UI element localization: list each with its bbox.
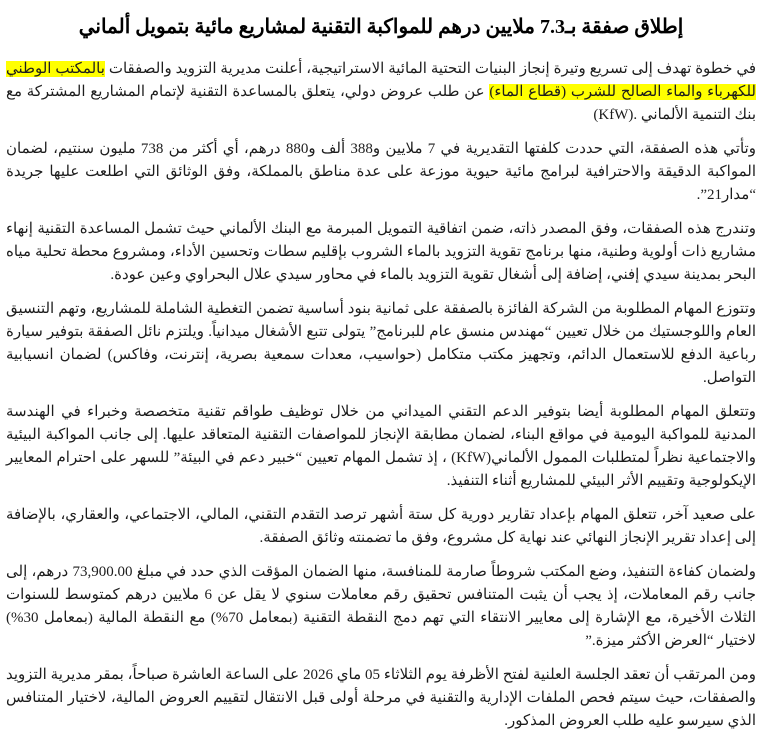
text-segment: وتندرج هذه الصفقات، وفق المصدر ذاته، ضمن اتفاقية التمويل المبرمة مع البنك الألماني حيث تشمل المساعدة التقنية إنهاء مشاريع ذات أولوية وطنية، منها برنامج تقوية التزويد بالماء الشروب بإقليم سطات وتحسين الأداء، ومشروع محطة تحلية مياه البحر بمدينة سيدي إفني، إضافة إلى أشغال تقوية التزويد بالماء في محاور سيدي علال البحراوي وعين عودة. [6, 221, 756, 283]
paragraph [6, 561, 756, 653]
paragraph [6, 401, 756, 493]
text-segment: في خطوة تهدف إلى تسريع وتيرة إنجاز البنيات التحتية المائية الاستراتيجية، أعلنت مديرية التزويد والصفقات [104, 61, 756, 77]
article-title: إطلاق صفقة بـ7.3 ملايين درهم للمواكبة التقنية لمشاريع مائية بتمويل ألماني [78, 16, 684, 38]
text-segment: ومن المرتقب أن تعقد الجلسة العلنية لفتح الأظرفة يوم الثلاثاء 05 ماي 2026 على الساعة العاشرة صباحاً، بمقر مديرية التزويد والصفقات، حيث سيتم فحص الملفات الإدارية والتقنية في مرحلة أولى قبل الانتقال لتقييم العروض المالية، لاختيار المتنافس الذي سيرسو عليه طلب العروض المذكور. [6, 667, 756, 729]
article-body [6, 58, 756, 733]
text-segment: عن طلب عروض دولي، يتعلق بالمساعدة التقنية لإتمام المشاريع المشتركة مع بنك التنمية الألماني ‎(KfW).‎ [6, 84, 756, 123]
text-segment: وتأتي هذه الصفقة، التي حددت كلفتها التقديرية في 7 ملايين و388 ألف و880 درهم، أي أكثر من 738 مليون سنتيم، لضمان المواكبة الدقيقة والاحترافية لبرامج مائية حيوية موزعة على عدة مناطق بالمملكة، وفق الوثائق التي اطلعت عليها جريدة “مدار21”. [6, 141, 756, 203]
paragraph [6, 298, 756, 390]
text-segment: وتتوزع المهام المطلوبة من الشركة الفائزة بالصفقة على ثمانية بنود أساسية تضمن التغطية الشاملة للمشاريع، وتهم التنسيق العام واللوجستيك من خلال تعيين “مهندس منسق عام للبرنامج” يتولى تتبع الأشغال ميدانياً. ويلتزم نائل الصفقة بتوفير سيارة رباعية الدفع للاستعمال الدائم، وتجهيز مكتب متكامل (حواسيب، معدات سمعية بصرية، إنترنت، وفاكس) لضمان انسيابية التواصل. [6, 301, 756, 386]
text-segment: ولضمان كفاءة التنفيذ، وضع المكتب شروطاً صارمة للمنافسة، منها الضمان المؤقت الذي حدد في مبلغ 73,900.00 درهم، إلى جانب رقم المعاملات، إذ يجب أن يثبت المتنافس تحقيق رقم معاملات سنوي لا يقل عن 6 ملايين درهم كمتوسط للسنوات الثلاث الأخيرة، مع الإشارة إلى معايير الانتقاء التي تهم دمج النقطة التقنية (بمعامل 70%) مع النقطة المالية (بمعامل 30%) لاختيار “العرض الأكثر ميزة.” [6, 564, 756, 649]
highlighted-text: بالمكتب الوطني للكهرباء والماء الصالح للشرب (قطاع الماء) [6, 61, 756, 100]
text-segment: على صعيد آخر، تتعلق المهام بإعداد تقارير دورية كل ستة أشهر ترصد التقدم التقني، المالي، الاجتماعي، والعقاري، بالإضافة إلى إعداد تقرير الإنجاز النهائي عند نهاية كل مشروع، وفق ما تضمنته وثائق الصفقة. [6, 507, 756, 546]
paragraph [6, 218, 756, 287]
paragraph [6, 664, 756, 733]
paragraph [6, 504, 756, 550]
article-page [6, 0, 756, 733]
text-segment: وتتعلق المهام المطلوبة أيضا بتوفير الدعم التقني الميداني من خلال توظيف طواقم تقنية متخصصة وخبراء في الهندسة المدنية للمواكبة اليومية في مواقع البناء، لضمان مطابقة الإنجاز للمواصفات التقنية المتعاقد عليها. إلى جانب المواكبة البيئية والاجتماعية نظراً لمتطلبات الممول الألماني‎(KfW)‎ ، إذ تشمل المهام تعيين “خبير دعم في البيئة” للسهر على احترام المعايير الإيكولوجية وتقييم الأثر البيئي للمشاريع أثناء التنفيذ. [6, 404, 756, 489]
paragraph [6, 138, 756, 207]
paragraph [6, 58, 756, 127]
